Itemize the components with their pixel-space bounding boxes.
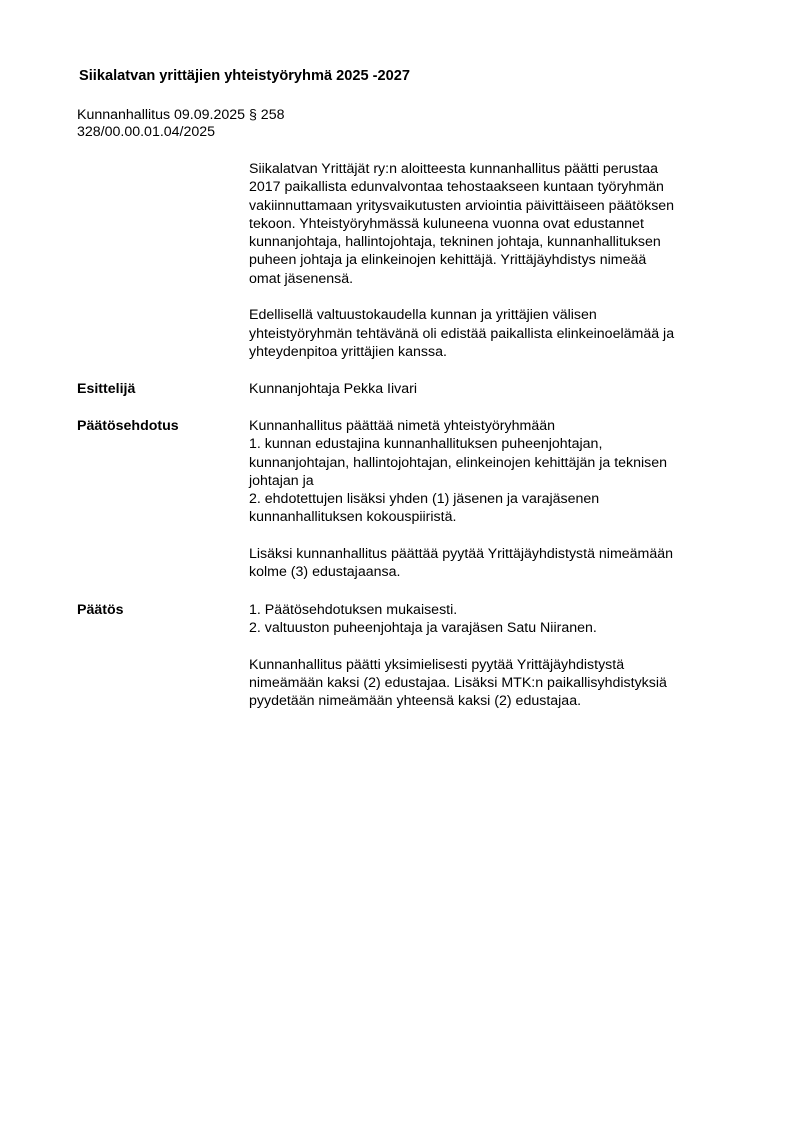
proposal-paragraph-1 [249,417,731,527]
meeting-reference: Kunnanhallitus 09.09.2025 § 258 [77,107,285,123]
decision-paragraph-2 [249,656,731,711]
text-line: 2. valtuuston puheenjohtaja ja varajäsen Satu Niiranen. [249,620,597,637]
record-number: 328/00.00.01.04/2025 [77,124,216,140]
text-line: Kunnanhallitus päättää nimetä yhteistyöryhmään [249,418,556,434]
text-line: 1. kunnan edustajina kunnanhallituksen puheenjohtajan, [249,436,603,453]
text-line: johtajan ja [249,472,314,489]
text-line: pyydetään nimeämään yhteensä kaksi (2) edustajaa. [249,693,582,710]
presenter-name: Kunnanjohtaja Pekka Iivari [249,381,417,397]
text-line: kolme (3) edustajaansa. [249,564,401,581]
presenter-label: Esittelijä [77,381,136,397]
intro-paragraph-2 [249,306,731,361]
decision-paragraph-1 [249,601,731,638]
text-line: omat jäsenensä. [249,270,354,287]
text-line: Siikalatvan Yrittäjät ry:n aloitteesta kunnanhallitus päätti perustaa [249,161,659,177]
text-line: 1. Päätösehdotuksen mukaisesti. [249,602,458,618]
text-line: puheen johtaja ja elinkeinojen kehittäjä. Yrittäjäyhdistys nimeää [249,252,647,269]
text-line: kunnanjohtajan, hallintojohtajan, elinkeinojen kehittäjän ja teknisen [249,454,668,471]
text-line: nimeämään kaksi (2) edustajaa. Lisäksi MTK:n paikallisyhdistyksiä [249,675,667,692]
proposal-body [249,417,731,582]
text-line: kunnanjohtaja, hallintojohtaja, tekninen johtaja, kunnanhallituksen [249,234,661,251]
document-title: Siikalatvan yrittäjien yhteistyöryhmä 2025 -2027 [79,68,410,84]
intro-body [249,160,731,361]
text-line: kunnanhallituksen kokouspiiristä. [249,509,457,526]
text-line: Edellisellä valtuustokaudella kunnan ja yrittäjien välisen [249,307,597,324]
text-line: Kunnanhallitus päätti yksimielisesti pyytää Yrittäjäyhdistystä [249,656,625,673]
decision-body [249,601,731,711]
proposal-label: Päätösehdotus [77,418,179,434]
proposal-paragraph-2 [249,545,731,582]
text-line: 2017 paikallista edunvalvontaa tehostaakseen kuntaan työryhmän [249,179,664,196]
intro-paragraph-1 [249,160,731,288]
text-line: yhteistyöryhmän tehtävänä oli edistää paikallista elinkeinoelämää ja [249,325,675,342]
text-line: 2. ehdotettujen lisäksi yhden (1) jäsenen ja varajäsenen [249,491,600,508]
text-line: vakiinnuttamaan yritysvaikutusten arviointia päivittäiseen päätöksen [249,197,675,214]
text-line: Lisäksi kunnanhallitus päättää pyytää Yrittäjäyhdistystä nimeämään [249,546,674,563]
text-line: yhteydenpitoa yrittäjien kanssa. [249,343,447,360]
presenter-body [249,380,731,398]
decision-label: Päätös [77,602,124,618]
text-line: tekoon. Yhteistyöryhmässä kuluneena vuonna ovat edustannet [249,215,644,232]
